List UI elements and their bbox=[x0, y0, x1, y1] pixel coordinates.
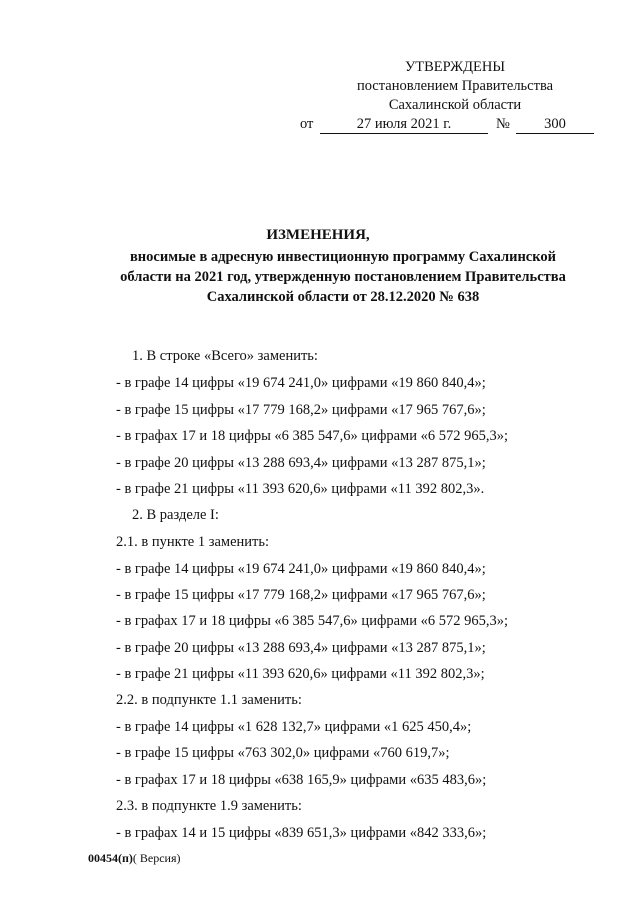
body-line: - в графе 20 цифры «13 288 693,4» цифрами «13 287 875,1»; bbox=[116, 455, 486, 471]
document-title: ИЗМЕНЕНИЯ, bbox=[266, 227, 370, 243]
document-version: ( Версия) bbox=[132, 851, 181, 865]
body-line: - в графах 17 и 18 цифры «638 165,9» цифрами «635 483,6»; bbox=[116, 772, 487, 788]
document-footer bbox=[88, 851, 181, 866]
body-line: - в графах 17 и 18 цифры «6 385 547,6» цифрами «6 572 965,3»; bbox=[116, 613, 508, 629]
body-line: - в графе 15 цифры «763 302,0» цифрами «760 619,7»; bbox=[116, 745, 450, 761]
subtitle-line-1: вносимые в адресную инвестиционную программу Сахалинской bbox=[129, 249, 557, 265]
approval-date: 27 июля 2021 г. bbox=[320, 115, 488, 134]
subtitle-line-2: области на 2021 год, утвержденную постановлением Правительства bbox=[120, 269, 566, 285]
body-line: 2. В разделе I: bbox=[132, 507, 219, 523]
number-label: № bbox=[496, 116, 510, 132]
body-line: 2.3. в подпункте 1.9 заменить: bbox=[116, 798, 302, 814]
document-code: 00454(п) bbox=[88, 851, 133, 865]
body-line: - в графе 14 цифры «1 628 132,7» цифрами «1 625 450,4»; bbox=[116, 719, 472, 735]
approval-block bbox=[300, 58, 610, 137]
body-line: - в графе 21 цифры «11 393 620,6» цифрами «11 392 802,3»; bbox=[116, 666, 485, 682]
approval-title: УТВЕРЖДЕНЫ bbox=[404, 59, 506, 75]
body-line: - в графах 17 и 18 цифры «6 385 547,6» цифрами «6 572 965,3»; bbox=[116, 428, 508, 444]
approval-line-1: постановлением Правительства bbox=[356, 78, 554, 94]
approval-date-row bbox=[300, 115, 610, 137]
from-label: от bbox=[300, 116, 314, 132]
body-line: - в графе 15 цифры «17 779 168,2» цифрами «17 965 767,6»; bbox=[116, 587, 486, 603]
body-line: - в графе 14 цифры «19 674 241,0» цифрами «19 860 840,4»; bbox=[116, 561, 486, 577]
body-line: 1. В строке «Всего» заменить: bbox=[132, 348, 318, 364]
body-line: 2.2. в подпункте 1.1 заменить: bbox=[116, 692, 302, 708]
body-line: - в графе 20 цифры «13 288 693,4» цифрами «13 287 875,1»; bbox=[116, 640, 486, 656]
body-line: 2.1. в пункте 1 заменить: bbox=[116, 534, 270, 550]
body-line: - в графе 21 цифры «11 393 620,6» цифрами «11 392 802,3». bbox=[116, 481, 485, 497]
approval-line-2: Сахалинской области bbox=[388, 97, 522, 113]
subtitle-line-3: Сахалинской области от 28.12.2020 № 638 bbox=[206, 289, 480, 305]
body-line: - в графе 15 цифры «17 779 168,2» цифрами «17 965 767,6»; bbox=[116, 402, 486, 418]
body-line: - в графе 14 цифры «19 674 241,0» цифрами «19 860 840,4»; bbox=[116, 375, 486, 391]
body-line: - в графах 14 и 15 цифры «839 651,3» цифрами «842 333,6»; bbox=[116, 825, 487, 841]
document-subtitle bbox=[100, 247, 586, 307]
approval-number: 300 bbox=[516, 115, 594, 134]
